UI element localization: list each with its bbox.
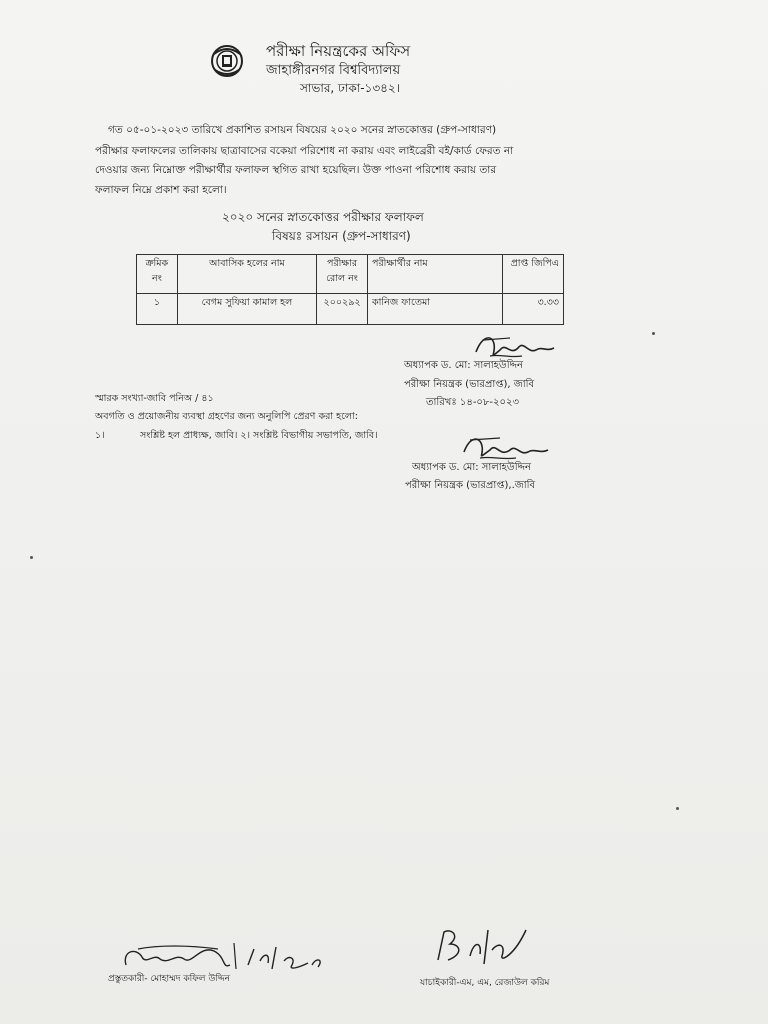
result-table bbox=[136, 254, 564, 325]
cell-roll: ২০০২৯২ bbox=[317, 294, 368, 325]
result-title: ২০২০ সনের স্নাতকোত্তর পরীক্ষার ফলাফল bbox=[222, 210, 424, 224]
signatory-1-name: অধ্যাপক ড. মো: সালাহউদ্দিন bbox=[404, 360, 523, 371]
memo-recipients: সংশ্লিষ্ট হল প্রাধ্যক্ষ, জাবি। ২। সংশ্লিষ্ট বিভাগীয় সভাপতি, জাবি। bbox=[140, 430, 378, 441]
checker-signature bbox=[430, 920, 530, 972]
result-subject: বিষয়ঃ রসায়ন (গ্রুপ-সাধারণ) bbox=[272, 229, 411, 243]
prepared-by: প্রস্তুতকারী- মোহাম্মদ কফিল উদ্দিন bbox=[108, 974, 230, 984]
notice-line-3: দেওয়ার জন্য নিম্নোক্ত পরীক্ষার্থীর ফলাফল স্থগিত রাখা হয়েছিল। উক্ত পাওনা পরিশোধ করায় তার bbox=[95, 164, 497, 176]
header-roll: পরীক্ষার রোল নং bbox=[317, 255, 368, 294]
table-header-row bbox=[137, 255, 564, 294]
scan-speck bbox=[30, 556, 33, 559]
header-hall: আবাসিক হলের নাম bbox=[177, 255, 316, 294]
notice-line-2: পরীক্ষার ফলাফলের তালিকায় ছাত্রাবাসের বকেয়া পরিশোধ না করায় এবং লাইব্রেরী বই/কার্ড ফেরত না bbox=[95, 145, 514, 157]
cell-gpa: ৩.৩৩ bbox=[503, 294, 564, 325]
header-serial: ক্রমিক নং bbox=[137, 255, 178, 294]
notice-line-1: গত ০৫-০১-২০২৩ তারিখে প্রকাশিত রসায়ন বিষয়ের ২০২০ সনের স্নাতকোত্তর (গ্রুপ-সাধারণ) bbox=[108, 124, 497, 136]
checked-by: যাচাইকারী-এম, এম, রেজাউল করিম bbox=[420, 978, 550, 988]
header-candidate: পরীক্ষার্থীর নাম bbox=[368, 255, 503, 294]
signatory-1-title: পরীক্ষা নিয়ন্ত্রক (ভারপ্রাপ্ত), জাবি bbox=[404, 379, 535, 390]
memo-item-number: ১। bbox=[95, 430, 105, 441]
notice-line-4: ফলাফল নিম্নে প্রকাশ করা হলো। bbox=[95, 184, 227, 196]
university-address: সাভার, ঢাকা-১৩৪২। bbox=[300, 81, 401, 95]
cell-serial: ১ bbox=[137, 294, 178, 325]
signature-date: তারিখঃ ১৪-০৮-২০২৩ bbox=[426, 397, 520, 408]
university-name: জাহাঙ্গীরনগর বিশ্ববিদ্যালয় bbox=[266, 63, 401, 78]
university-seal-icon bbox=[210, 44, 244, 78]
signatory-2-name: অধ্যাপক ড. মো: সালাহউদ্দিন bbox=[412, 462, 531, 473]
memo-intro: অবগতি ও প্রয়োজনীয় ব্যবস্থা গ্রহণের জন্য অনুলিপি প্রেরণ করা হলো: bbox=[95, 411, 358, 422]
cell-candidate: কানিজ ফাতেমা bbox=[368, 294, 503, 325]
scan-speck bbox=[652, 332, 655, 335]
office-name: পরীক্ষা নিয়ন্ত্রকের অফিস bbox=[266, 42, 411, 60]
scan-speck bbox=[676, 807, 679, 810]
header-gpa: প্রাপ্ত জিপিএ bbox=[503, 255, 564, 294]
memo-number: স্মারক সংখ্যা-জাবি পনিঅ / ৪১ bbox=[95, 393, 214, 404]
table-row bbox=[137, 294, 564, 325]
signatory-2-title: পরীক্ষা নিয়ন্ত্রক (ভারপ্রাপ্ত),.জাবি bbox=[405, 480, 536, 491]
cell-hall: বেগম সুফিয়া কামাল হল bbox=[177, 294, 316, 325]
